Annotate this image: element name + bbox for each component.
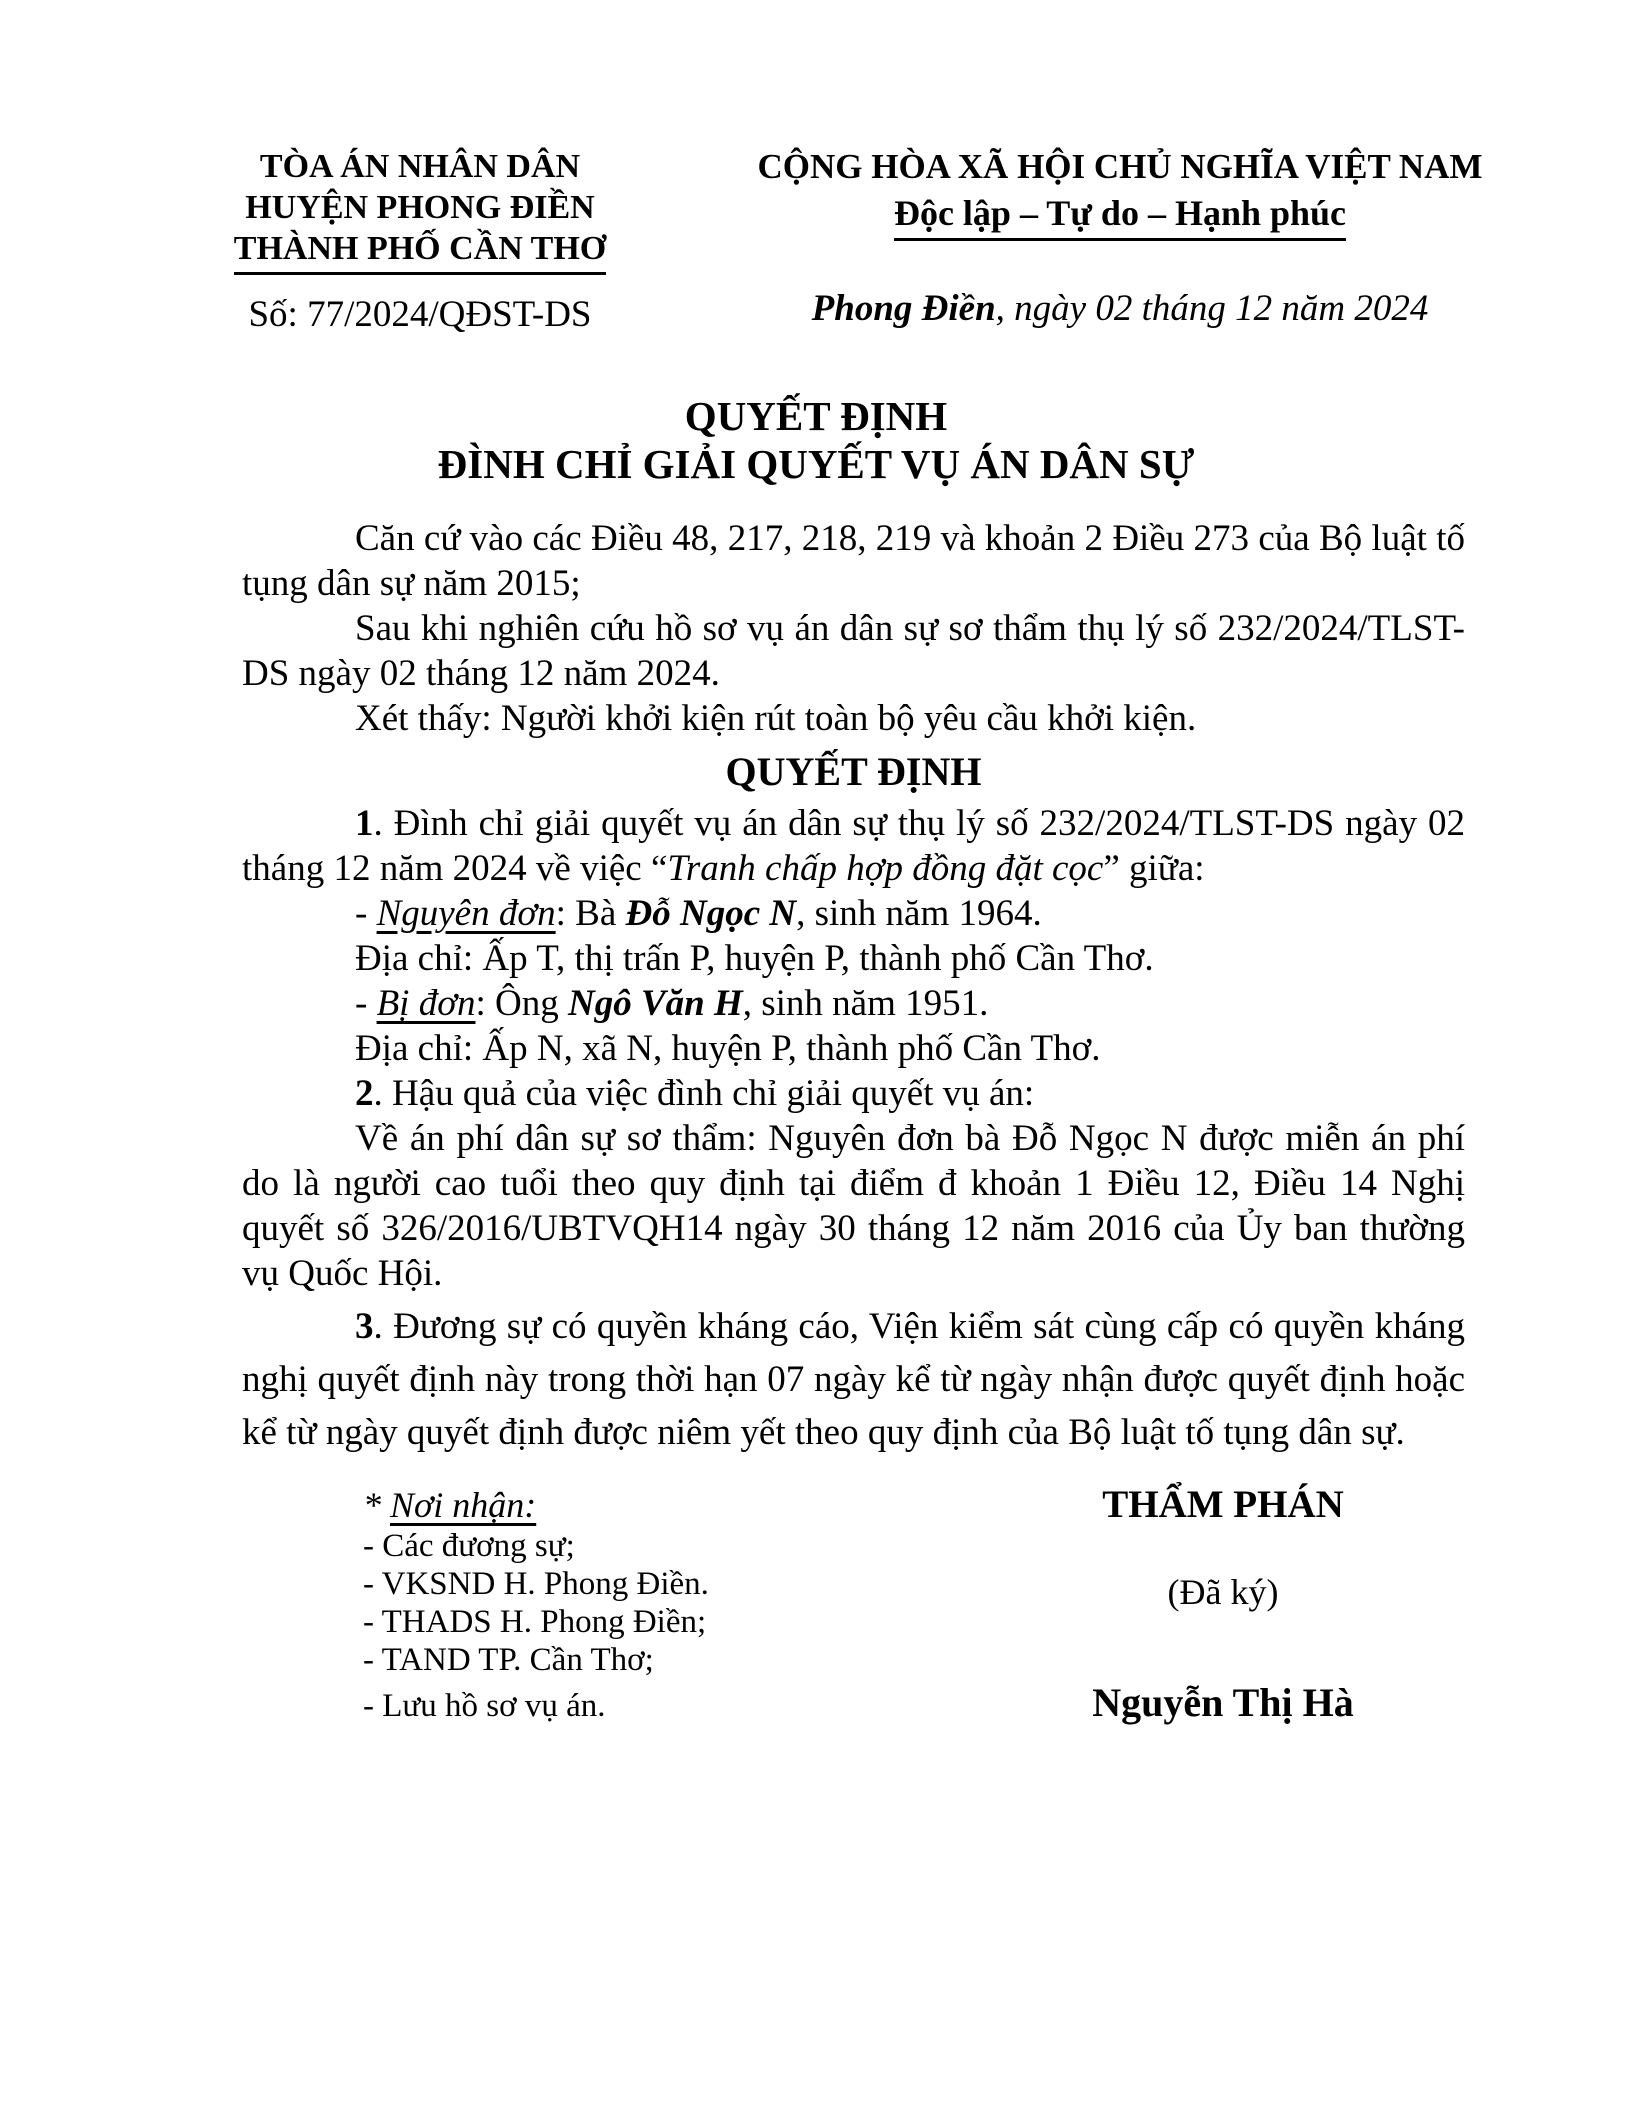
decision-section-heading: QUYẾT ĐỊNH xyxy=(725,749,982,794)
paragraph-court-fee: Về án phí dân sự sơ thẩm: Nguyên đơn bà Đỗ Ngọc N được miễn án phí do là người cao tuổi theo quy định tại điểm đ khoản 1 Điều 12, Điều 14 Nghị quyết số 326/2016/UBTVQH14 ngày 30 tháng 12 năm 2016 của Ủy ban thường vụ Quốc Hội. xyxy=(242,1118,1465,1294)
plaintiff-mid: : Bà xyxy=(555,893,626,934)
recipients-heading xyxy=(363,1483,903,1527)
plaintiff-name: Đỗ Ngọc N xyxy=(625,893,797,934)
defendant-tail: , sinh năm 1951. xyxy=(742,983,989,1024)
court-name-line3: THÀNH PHỐ CẦN THƠ xyxy=(234,228,606,275)
title-line1: QUYẾT ĐỊNH xyxy=(684,393,948,439)
item3-text: . Đương sự có quyền kháng cáo, Viện kiểm sát cùng cấp có quyền kháng nghị quyết định này trong thời hạn 07 ngày kể từ ngày nhận được quyết định hoặc kể từ ngày quyết định được niêm yết theo quy định của Bộ luật tố tụng dân sự. xyxy=(242,1306,1465,1453)
document-number: Số: 77/2024/QĐST-DS xyxy=(248,294,592,335)
court-name-line2: HUYỆN PHONG ĐIỀN xyxy=(245,189,595,226)
document-title xyxy=(0,392,1632,488)
item2-number: 2 xyxy=(355,1073,374,1114)
plaintiff-address: Địa chỉ: Ấp T, thị trấn P, huyện P, thành phố Cần Thơ. xyxy=(355,938,1154,979)
signed-note: (Đã ký) xyxy=(1167,1572,1279,1612)
paragraph-finding: Xét thấy: Người khởi kiện rút toàn bộ yêu cầu khởi kiện. xyxy=(355,698,1197,739)
plaintiff-dash: - xyxy=(355,893,377,934)
defendant-label: Bị đơn xyxy=(376,983,476,1024)
item1-text-b: ” giữa: xyxy=(1103,848,1205,889)
signature-block xyxy=(943,1483,1503,1726)
plaintiff-tail: , sinh năm 1964. xyxy=(796,893,1042,934)
judge-title: THẨM PHÁN xyxy=(1102,1483,1344,1526)
decision-item-2 xyxy=(242,1071,1465,1116)
paragraph-case-review: Sau khi nghiên cứu hồ sơ vụ án dân sự sơ thẩm thụ lý số 232/2024/TLST-DS ngày 02 tháng 12 năm 2024. xyxy=(242,608,1465,694)
defendant-address: Địa chỉ: Ấp N, xã N, huyện P, thành phố Cần Thơ. xyxy=(355,1028,1101,1069)
plaintiff-label: Nguyên đơn xyxy=(376,893,556,934)
document-header xyxy=(0,0,1632,336)
recipients-star: * xyxy=(363,1485,390,1525)
court-name-line1: TÒA ÁN NHÂN DÂN xyxy=(259,148,581,185)
plaintiff-line xyxy=(242,891,1465,936)
case-type: Tranh chấp hợp đồng đặt cọc xyxy=(667,848,1104,889)
recipient-item: - Lưu hồ sơ vụ án. xyxy=(363,1688,606,1724)
recipient-item: - VKSND H. Phong Điền. xyxy=(363,1566,709,1602)
title-line2: ĐÌNH CHỈ GIẢI QUYẾT VỤ ÁN DÂN SỰ xyxy=(437,441,1195,487)
recipient-item: - TAND TP. Cần Thơ; xyxy=(363,1642,654,1678)
defendant-dash: - xyxy=(355,983,377,1024)
country-title: CỘNG HÒA XÃ HỘI CHỦ NGHĨA VIỆT NAM xyxy=(757,147,1483,186)
judge-name: Nguyễn Thị Hà xyxy=(1092,1680,1354,1725)
item2-text: . Hậu quả của việc đình chỉ giải quyết vụ án: xyxy=(373,1073,1035,1114)
decision-item-3 xyxy=(242,1300,1465,1459)
place-name: Phong Điền xyxy=(811,288,996,329)
recipients-block xyxy=(363,1483,903,1726)
recipients-label: Nơi nhận: xyxy=(390,1485,537,1525)
national-heading-block xyxy=(725,146,1515,336)
decision-item-1 xyxy=(242,801,1465,891)
item1-number: 1 xyxy=(355,803,374,844)
document-footer xyxy=(0,1483,1632,1726)
recipient-item: - THADS H. Phong Điền; xyxy=(363,1604,707,1640)
item1-text-a: . Đình chỉ giải quyết vụ án dân sự thụ lý số 232/2024/TLST-DS ngày 02 tháng 12 năm 2024 về việc “ xyxy=(242,803,1465,889)
document-body xyxy=(242,516,1465,1459)
recipient-item: - Các đương sự; xyxy=(363,1528,575,1564)
paragraph-legal-basis: Căn cứ vào các Điều 48, 217, 218, 219 và khoản 2 Điều 273 của Bộ luật tố tụng dân sự năm 2015; xyxy=(242,518,1465,604)
defendant-line xyxy=(242,981,1465,1026)
issuing-court-block xyxy=(205,146,635,336)
place-date-line xyxy=(725,287,1515,330)
defendant-mid: : Ông xyxy=(475,983,568,1024)
national-motto: Độc lập – Tự do – Hạnh phúc xyxy=(894,192,1346,241)
date-text: , ngày 02 tháng 12 năm 2024 xyxy=(995,288,1429,329)
defendant-name: Ngô Văn H xyxy=(567,983,743,1024)
item3-number: 3 xyxy=(355,1306,374,1347)
